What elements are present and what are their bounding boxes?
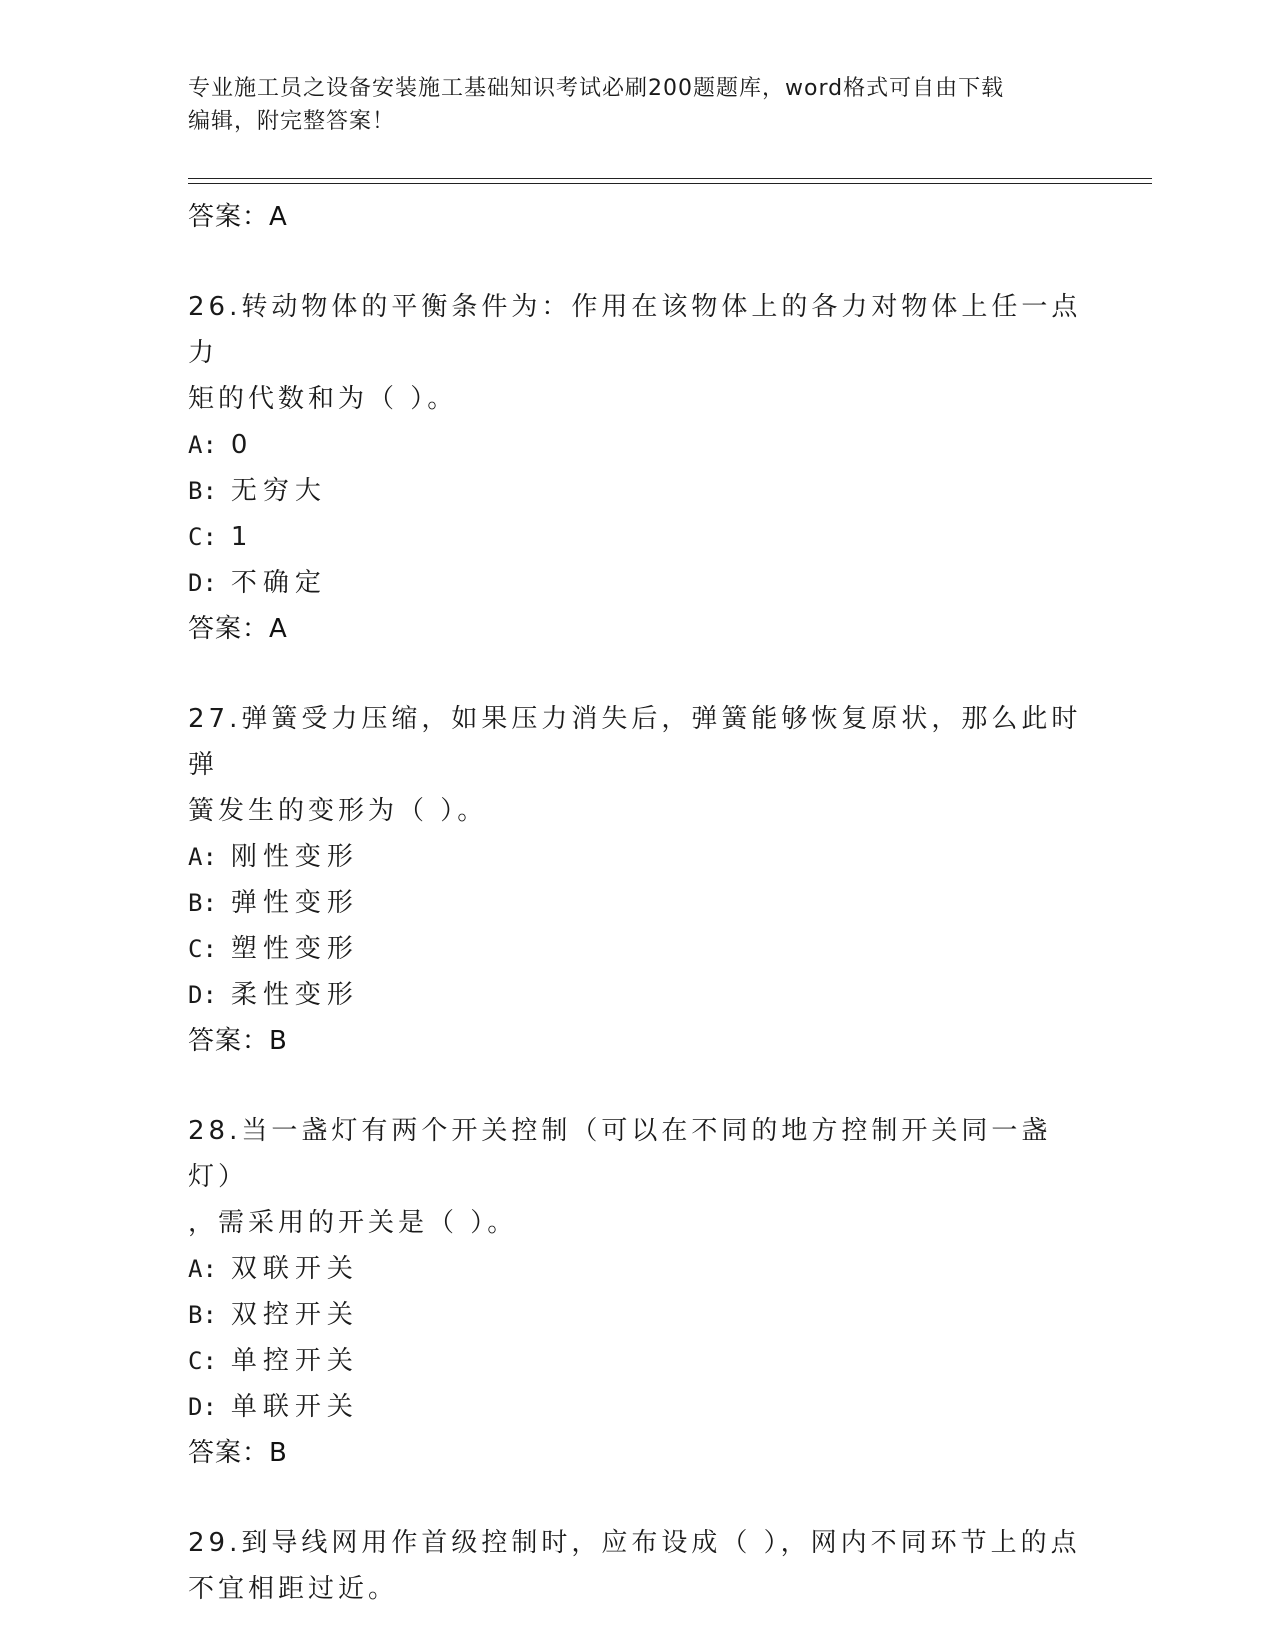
answer-27: 答案：B — [188, 1026, 288, 1056]
option-label: D: — [188, 1393, 217, 1421]
answer-26: 答案：A — [188, 614, 288, 644]
option-text: 双联开关 — [230, 1254, 359, 1284]
option-label: B: — [188, 889, 217, 917]
question-text-line: 簧发生的变形为（ ）。 — [188, 796, 488, 826]
option-c — [188, 514, 1088, 560]
option-label: C: — [188, 523, 217, 551]
option-text: 单控开关 — [230, 1346, 359, 1376]
header-line-2: 编辑，附完整答案！ — [188, 109, 396, 134]
option-text: 双控开关 — [230, 1300, 359, 1330]
previous-answer: 答案：A — [188, 202, 288, 232]
question-text-line: 矩的代数和为（ ）。 — [188, 384, 458, 414]
question-26 — [188, 284, 1088, 422]
option-text: 塑性变形 — [230, 934, 359, 964]
option-b — [188, 880, 1088, 926]
option-c — [188, 1338, 1088, 1384]
question-27 — [188, 696, 1088, 834]
question-text-line: 27.弹簧受力压缩，如果压力消失后，弹簧能够恢复原状，那么此时弹 — [188, 704, 1082, 780]
option-text: 单联开关 — [230, 1392, 359, 1422]
option-label: D: — [188, 981, 217, 1009]
option-label: B: — [188, 477, 217, 505]
header-line-1: 专业施工员之设备安装施工基础知识考试必刷200题题库，word格式可自由下载 — [188, 76, 1005, 101]
question-text-line: 28.当一盏灯有两个开关控制（可以在不同的地方控制开关同一盏灯） — [188, 1116, 1052, 1192]
option-d — [188, 560, 1088, 606]
option-label: D: — [188, 569, 217, 597]
option-a — [188, 422, 1088, 468]
question-list — [188, 186, 1088, 1612]
option-label: C: — [188, 1347, 217, 1375]
option-label: A: — [188, 1255, 217, 1283]
question-text-line: ，需采用的开关是（ ）。 — [188, 1208, 518, 1238]
question-text-line: 不宜相距过近。 — [188, 1574, 399, 1604]
header-rule-top — [188, 178, 1152, 179]
option-a — [188, 834, 1088, 880]
option-text: 0 — [230, 430, 251, 460]
page-header — [188, 72, 1088, 138]
option-text: 1 — [230, 522, 251, 552]
question-29 — [188, 1520, 1088, 1612]
option-text: 不确定 — [230, 568, 327, 598]
option-d — [188, 972, 1088, 1018]
option-label: A: — [188, 431, 217, 459]
option-c — [188, 926, 1088, 972]
option-label: A: — [188, 843, 217, 871]
question-28 — [188, 1108, 1088, 1246]
option-text: 无穷大 — [230, 476, 327, 506]
option-text: 刚性变形 — [230, 842, 359, 872]
option-b — [188, 1292, 1088, 1338]
option-b — [188, 468, 1088, 514]
option-d — [188, 1384, 1088, 1430]
option-label: C: — [188, 935, 217, 963]
option-a — [188, 1246, 1088, 1292]
header-rule-bottom — [188, 183, 1152, 184]
option-label: B: — [188, 1301, 217, 1329]
option-text: 弹性变形 — [230, 888, 359, 918]
question-text-line: 26.转动物体的平衡条件为：作用在该物体上的各力对物体上任一点力 — [188, 292, 1082, 368]
option-text: 柔性变形 — [230, 980, 359, 1010]
question-text-line: 29.到导线网用作首级控制时，应布设成（ ），网内不同环节上的点 — [188, 1528, 1081, 1558]
answer-28: 答案：B — [188, 1438, 288, 1468]
